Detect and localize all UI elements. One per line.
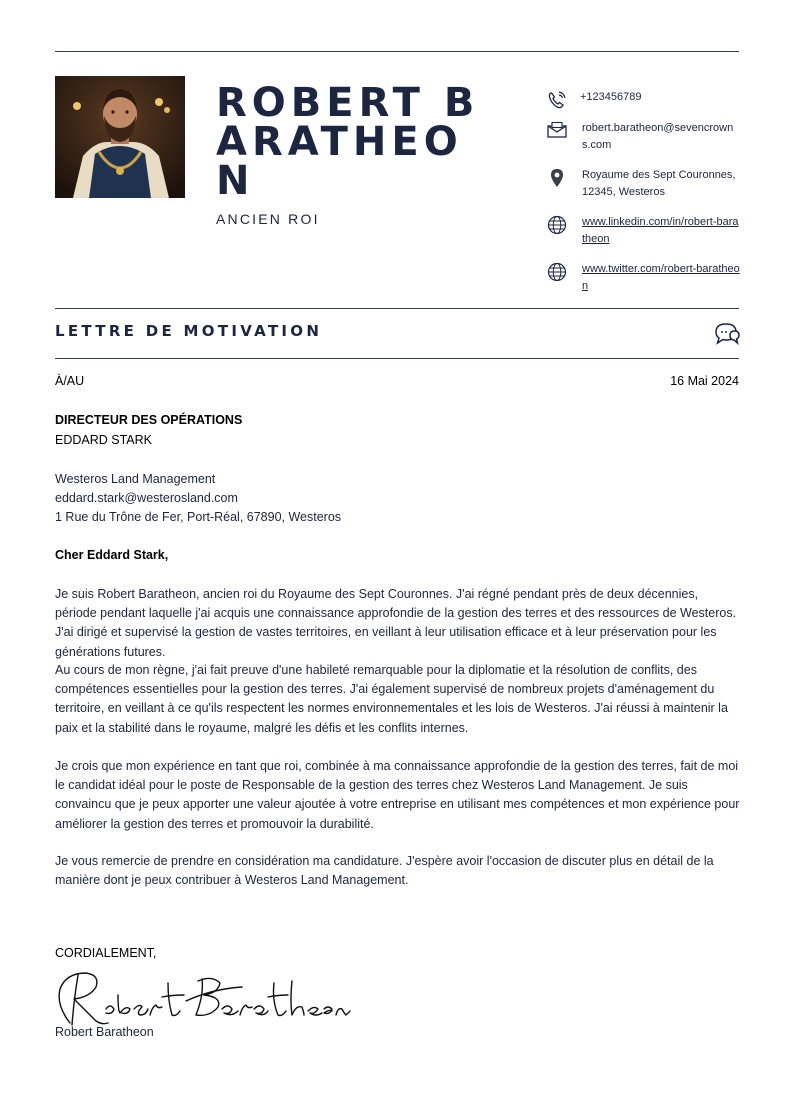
- profile-photo: [55, 76, 185, 198]
- contact-twitter-link[interactable]: www.twitter.com/robert-baratheon: [582, 263, 740, 292]
- body-paragraph: Je vous remercie de prendre en considération ma candidature. J'espère avoir l'occasion de discuter plus en détail de la manière dont je peux contribuer à Westeros Land Management.: [55, 854, 714, 888]
- contact-linkedin-link[interactable]: www.linkedin.com/in/robert-baratheon: [582, 216, 739, 245]
- recipient-address: 1 Rue du Trône de Fer, Port-Réal, 67890, Westeros: [55, 510, 342, 524]
- recipient-title: DIRECTEUR DES OPÉRATIONS: [55, 413, 243, 427]
- body-paragraph: Je crois que mon expérience en tant que roi, combinée à ma connaissance approfondie de la gestion des terres, fait de moi le candidat idéal pour le poste de Responsable de la gestion des terres chez Westeros Land Management. Je suis convaincu que je peux apporter une valeur ajoutée à votre entreprise en utilisant mes compétences et mon expérience pour améliorer la gestion des terres et promouvoir la durabilité.: [55, 759, 740, 831]
- section-divider-top: [55, 308, 739, 309]
- signer-name: Robert Baratheon: [55, 1025, 154, 1039]
- contact-address-text: Royaume des Sept Couronnes, 12345, Westeros: [582, 169, 736, 198]
- section-divider-bottom: [55, 358, 739, 359]
- contact-phone-text: +123456789: [580, 91, 642, 103]
- globe-icon: [546, 261, 568, 283]
- recipient-company: Westeros Land Management: [55, 472, 216, 486]
- location-pin-icon: [546, 167, 568, 189]
- greeting: Cher Eddard Stark,: [55, 548, 169, 562]
- body-paragraph: Au cours de mon règne, j'ai fait preuve d'une habileté remarquable pour la diplomatie et la résolution de conflits, des compétences essentielles pour la gestion des terres. J'ai également supervisé de nombreux projets d'aménagement du territoire, en veillant à ce qu'ils respectent les normes environnementales et les lois de Westeros. J'ai réussi à maintenir la paix et la stabilité dans le royaume, malgré les défis et les conflits internes.: [55, 663, 728, 735]
- closing: CORDIALEMENT,: [55, 946, 157, 960]
- applicant-title: ANCIEN ROI: [216, 211, 320, 227]
- applicant-name: ROBERT BARATHEON: [216, 80, 480, 204]
- email-icon: [546, 120, 568, 142]
- recipient-name: EDDARD STARK: [55, 433, 153, 447]
- phone-icon: [546, 89, 568, 111]
- handwritten-signature: [52, 965, 352, 1030]
- globe-icon: [546, 214, 568, 236]
- body-paragraph: Je suis Robert Baratheon, ancien roi du Royaume des Sept Couronnes. J'ai régné pendant près de deux décennies, période pendant laquelle j'ai acquis une connaissance approfondie de la gestion des terres et des ressources de Westeros. J'ai dirigé et supervisé la gestion de vastes territoires, en veillant à leur utilisation efficace et à leur préservation pour les générations futures.: [55, 587, 737, 659]
- to-label: À/AU: [55, 374, 85, 388]
- contact-email-text: robert.baratheon@sevencrowns.com: [582, 122, 734, 151]
- top-divider: [55, 51, 739, 52]
- letter-date: 16 Mai 2024: [670, 374, 739, 388]
- section-title: LETTRE DE MOTIVATION: [55, 322, 323, 340]
- chat-bubbles-icon: [713, 322, 741, 348]
- recipient-email: eddard.stark@westerosland.com: [55, 491, 238, 505]
